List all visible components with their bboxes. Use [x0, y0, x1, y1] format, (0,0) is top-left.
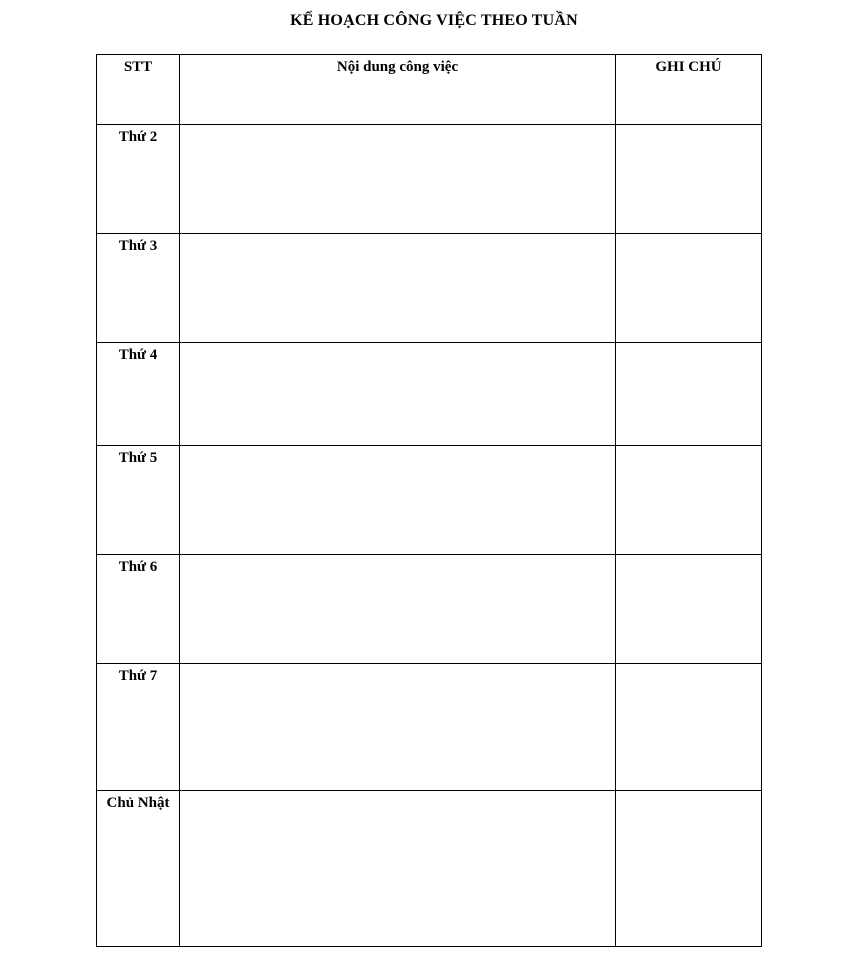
content-text	[180, 234, 615, 236]
content-cell[interactable]	[180, 343, 616, 446]
day-label: Thứ 2	[118, 129, 158, 145]
content-cell[interactable]	[180, 125, 616, 234]
content-text	[180, 125, 615, 127]
content-cell[interactable]	[180, 446, 616, 555]
document-title: KẾ HOẠCH CÔNG VIỆC THEO TUẦN	[290, 12, 578, 29]
day-label: Thứ 4	[118, 347, 158, 363]
note-cell[interactable]	[616, 446, 762, 555]
day-label: Thứ 5	[118, 450, 158, 466]
day-label: Thứ 3	[118, 238, 158, 254]
note-cell[interactable]	[616, 664, 762, 791]
content-text	[180, 555, 615, 557]
table-row	[97, 125, 762, 234]
day-label: Thứ 7	[118, 668, 158, 684]
note-cell[interactable]	[616, 234, 762, 343]
note-text	[616, 555, 761, 557]
header-stt	[97, 55, 180, 125]
header-stt-label: STT	[123, 59, 153, 75]
table-row	[97, 446, 762, 555]
table-row	[97, 343, 762, 446]
note-cell[interactable]	[616, 125, 762, 234]
content-cell[interactable]	[180, 791, 616, 947]
header-note-label: GHI CHÚ	[655, 59, 722, 75]
note-cell[interactable]	[616, 343, 762, 446]
content-cell[interactable]	[180, 664, 616, 791]
day-cell	[97, 664, 180, 791]
note-text	[616, 664, 761, 666]
header-content-label: Nội dung công việc	[336, 59, 459, 75]
note-text	[616, 234, 761, 236]
header-content	[180, 55, 616, 125]
content-cell[interactable]	[180, 234, 616, 343]
note-text	[616, 343, 761, 345]
day-cell	[97, 555, 180, 664]
content-text	[180, 343, 615, 345]
table-row	[97, 234, 762, 343]
note-text	[616, 791, 761, 793]
table-row	[97, 555, 762, 664]
day-cell	[97, 446, 180, 555]
note-text	[616, 446, 761, 448]
table-header-row	[97, 55, 762, 125]
content-text	[180, 791, 615, 793]
day-cell	[97, 343, 180, 446]
day-cell	[97, 791, 180, 947]
day-label: Thứ 6	[118, 559, 158, 575]
table-row	[97, 664, 762, 791]
content-text	[180, 664, 615, 666]
table-row	[97, 791, 762, 947]
note-cell[interactable]	[616, 791, 762, 947]
content-text	[180, 446, 615, 448]
content-cell[interactable]	[180, 555, 616, 664]
note-cell[interactable]	[616, 555, 762, 664]
header-note	[616, 55, 762, 125]
day-cell	[97, 234, 180, 343]
day-cell	[97, 125, 180, 234]
note-text	[616, 125, 761, 127]
weekly-plan-table	[96, 54, 762, 947]
day-label: Chủ Nhật	[106, 795, 170, 811]
